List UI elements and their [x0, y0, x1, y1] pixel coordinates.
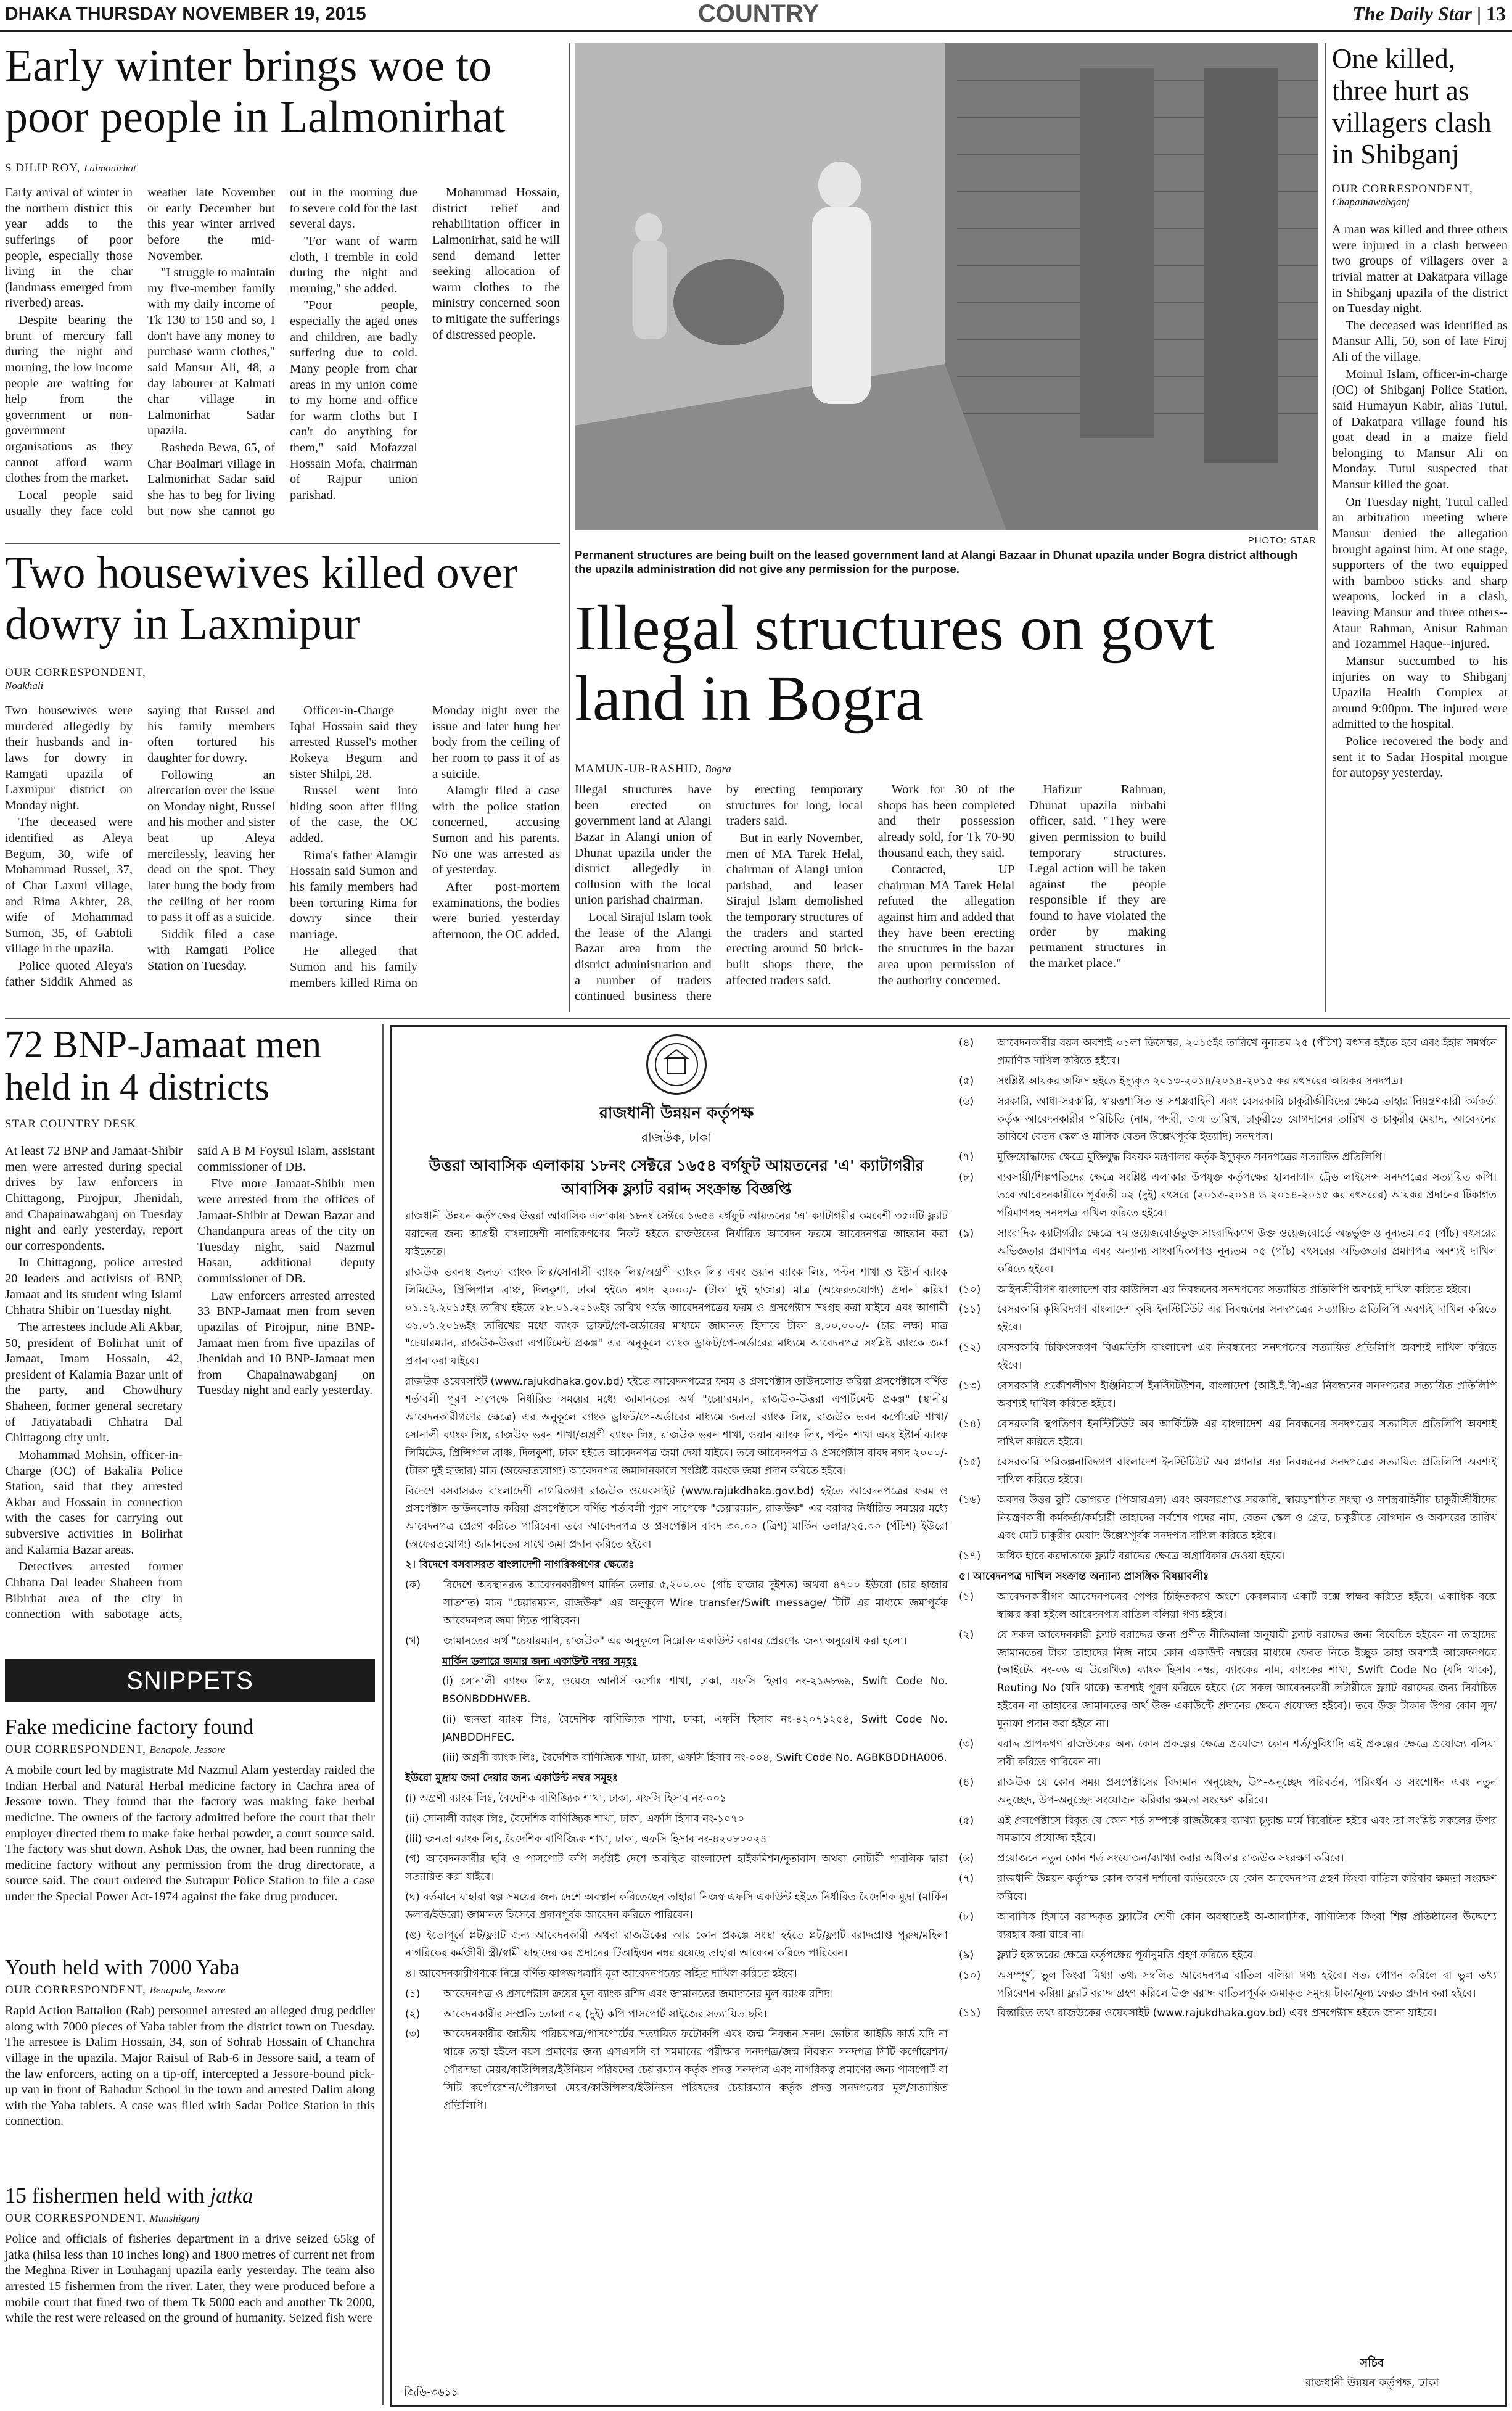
notice-item: [959, 1034, 1497, 1070]
snippet-1: [5, 1715, 375, 1905]
column-rule: [382, 1024, 384, 2405]
item-number: (৫): [959, 1814, 974, 1827]
notice-item: [959, 1908, 1497, 1944]
item-number: (২): [959, 1628, 974, 1641]
account-line: (ii) সোনালী ব্যাংক লিঃ, বৈদেশিক বাণিজ্যিক শাখা, ঢাকা, এফসি হিসাব নং-১০৭০: [405, 1812, 745, 1825]
account-line: (i) অগ্রণী ব্যাংক লিঃ, বৈদেশিক বাণিজ্যিক শাখা, ঢাকা, এফসি হিসাব নং-০০১: [405, 1792, 727, 1805]
shibganj-headline: One killed, three hurt as villagers clash in Shibganj: [1332, 43, 1492, 170]
item-text: জামানতের অর্থ "চেয়ারম্যান, রাজউক" এর অনুকূলে নিম্নোক্ত একাউন্ট বরাবর প্রেরণের জন্য অনুরোধ করা হলো।: [443, 1634, 908, 1647]
item-text: আবেদনপত্র ও প্রসপেক্টাস ক্রয়ের মূল ব্যাংক রশিদ এবং জামানতের জমাদানের মূল ব্যাংক রশিদ।: [443, 1987, 834, 2000]
bogra-byline: [575, 762, 735, 776]
article-paragraph: Law enforcers arrested arrested 33 BNP-Jamaat men from seven upazilas of Pirojpur, nine BNP-Jamaat men from five upazilas of Jhenidah and 10 BNP-Jamaat men from Chapainawabganj on Tuesday night and early yesterday.: [197, 1288, 375, 1398]
item-text: বিস্তারিত তথ্য রাজউকের ওয়েবসাইট (www.rajukdhaka.gov.bd) এবং প্রসপেক্টাস হইতে জানা যাইবে।: [997, 2007, 1437, 2020]
byline-name: OUR CORRESPONDENT,: [5, 2212, 146, 2225]
notice-item: [959, 1870, 1497, 1906]
item-number: (৭): [959, 1151, 974, 1164]
article-paragraph: The deceased were identified as Aleya Begum, 30, wife of Mohammad Russel, 37, of Char Laxmi village, and Rima Akhter, 28, wife of Mohammad Sumon, 35, of Gabtoli village in the upazila.: [5, 815, 133, 956]
byline-place: Lalmonirhat: [84, 162, 136, 174]
notice-item: [959, 1093, 1497, 1147]
article-paragraph: Mohammad Mohsin, officer-in-Charge (OC) of Bakalia Police Station, said that they arrested Akbar and Hossain in connection with the cases for carrying out subversive activities in Bolirhat and Kalamia Bazar areas.: [5, 1448, 183, 1557]
item-number: (১১): [959, 2007, 981, 2020]
snippet-byline: [5, 2212, 375, 2225]
item-number: (১৭): [959, 1550, 981, 1563]
byline-name: OUR CORRESPONDENT,: [1332, 183, 1473, 196]
article-paragraph: "I struggle to maintain my five-member family with my daily income of Tk 130 to 150 and so, I don't have any money to purchase warm clothes," said Mansur Ali, 48, a day labourer at Kalmati char village in Lalmonirhat Sadar upazila.: [147, 266, 275, 438]
snippet-headline: Youth held with 7000 Yaba: [5, 1955, 240, 1979]
article-paragraph: Five more Jamaat-Shibir men were arrested from the offices of Jamaat-Shibir at Dewan Bazar and Chandanpura areas of the city on Tuesday night, said Nazmul Hasan, additional deputy commissioner of DB.: [197, 1177, 375, 1285]
notice-item: [959, 1073, 1497, 1090]
rajuk-emblem-graphic: [648, 1036, 705, 1093]
notice-item: [959, 1548, 1497, 1565]
item-text: বিদেশে অবস্থানরত আবেদনকারীগণ মার্কিন ডলার ৫,২০০.০০ (পাঁচ হাজার দুইশত) অথবা ৪৭০০ ইউরো (চার হাজার সাতশত) মাত্র "চেয়ারম্যান, রাজউক" এর অনুকূলে Wire transfer/Swift message/ টিটি এর মাধ্যমে জমাপূর্বক আবেদনপত্র জমা দিতে পারিবেন।: [443, 1579, 948, 1627]
article-paragraph: After post-mortem examinations, the bodies were buried yesterday afternoon, the OC added.: [432, 880, 560, 941]
item-number: (১): [405, 1987, 421, 2000]
notice-left-column: [405, 1034, 948, 2397]
article-paragraph: Rasheda Bewa, 65, of Char Boalmari village in Lalmonirhat Sadar said she has to beg for living but now she cannot go out in the morning due to severe cold for the last several days.: [147, 186, 417, 518]
dowry-byline: [5, 666, 153, 692]
snippets-banner: SNIPPETS: [5, 1659, 375, 1702]
item-text: বেসরকারি কৃষিবিদগণ বাংলাদেশ কৃষি ইনস্টিটিউট এর নিবন্ধনের সনদপত্রের সত্যায়িত প্রতিলিপি অবশ্যই দাখিল করিতে হইবে।: [997, 1303, 1497, 1334]
notice-item: [959, 1301, 1497, 1337]
column-rule: [1325, 43, 1326, 1012]
rajuk-emblem-icon: [646, 1034, 707, 1095]
item-number: (১০): [959, 1283, 981, 1296]
bnp-headline: 72 BNP-Jamaat men held in 4 districts: [5, 1024, 322, 1109]
item-number: (১): [959, 1590, 974, 1603]
item-text: রাজউক যে কোন সময় প্রসপেক্টাসের বিদ্যমান অনুচ্ছেদ, উপ-অনুচ্ছেদ পরিবর্তন, পরিবর্ধন ও সংশোধন এবং নতুন অনুচ্ছেদ, উপ-অনুচ্ছেদ সংযোজন করিবার ক্ষমতা সংরক্ষণ করিবে।: [997, 1776, 1497, 1807]
item-number: (৯): [959, 1948, 974, 1961]
snippet-headline: [5, 2183, 375, 2208]
article-paragraph: Mansur succumbed to his injuries on way to Shibganj Upazila Health Complex at around 9:00pm. The injured were admitted to the hospital.: [1332, 654, 1508, 732]
article-paragraph: Police recovered the body and sent it to Sadar Hospital morgue for autopsy yesterday.: [1332, 735, 1508, 780]
item-text: বেসরকারি পরিকল্পনাবিদগণ বাংলাদেশ ইনস্টিটিউট অব প্ল্যানার এর নিবন্ধনের সনদপত্রের সত্যায়িত প্রতিলিপি অবশ্যই দাখিল করিতে হইবে।: [997, 1456, 1497, 1486]
item-number: (১৬): [959, 1494, 981, 1507]
news-photo: [575, 43, 1318, 530]
item-text: আবাসিক হিসাবে বরাদ্দকৃত ফ্ল্যাটের শ্রেণী কোন অবস্থাতেই অ-আবাসিক, বাণিজ্যিক কিংবা শিল্প প্রতিষ্ঠানের উদ্দেশ্যে ব্যবহার করা যাবে না।: [997, 1910, 1497, 1941]
signature-org: রাজধানী উন্নয়ন কর্তৃপক্ষ, ঢাকা: [1305, 2376, 1439, 2389]
item-number: (৩): [405, 2028, 421, 2041]
notice-intro: রাজধানী উন্নয়ন কর্তৃপক্ষের উত্তরা আবাসিক এলাকায় ১৮নং সেক্টরে ১৬৫৪ বর্গফুট আয়তনের 'এ' ক্যাটাগরীর কমবেশী ৩৫০টি ফ্ল্যাট বরাদ্দের জন্য আগ্রহী বাংলাদেশী নাগরিকগণের নিকট হইতে রাজউকের নির্ধারিত আবেদন ফরমে আবেদনপত্র আহ্বান করা যাইতেছে।: [405, 1210, 948, 1258]
article-paragraph: The deceased was identified as Mansur Alli, 50, son of late Firoj Ali of the village.: [1332, 318, 1508, 364]
item-number: (১২): [959, 1342, 981, 1354]
notice-item: [405, 1633, 948, 1651]
notice-right-column: [959, 1034, 1497, 2330]
account-line: (i) সোনালী ব্যাংক লিঃ, ওয়েজ আর্নার্স কর্পোঃ শাখা, ঢাকা, এফসি হিসাব নং-২১৬৮৬৯, Swift Code No. BSONBDDHWEB.: [442, 1675, 948, 1706]
item-number: (৪): [959, 1776, 974, 1789]
item-text: অবসর উত্তর ছুটি ভোগরত (পিআরএল) এবং অবসরপ্রাপ্ত সরকারি, স্বায়ত্তশাসিত সংস্থা ও সশস্ত্রবাহিনীর চাকুরীজীবীদের নিয়ন্ত্রণকারী কর্মকর্তা/কর্মচারী তাহাদের সর্বশেষ পদের নাম, বেতন স্কেল ও গ্রেড, চাকুরীতে যোগদান ও অবসরের তারিখ এবং মোট চাকুরীর মেয়াদ উল্লেখপূর্বক সনদপত্র দাখিল করিতে হইবে।: [997, 1494, 1497, 1543]
item-text: আবেদনকারীর বয়স অবশ্যই ০১লা ডিসেম্বর, ২০১৫ইং তারিখে নূন্যতম ২৫ (পঁচিশ) বৎসর হইতে হবে এবং ইহার সমর্থনে প্রমাণিক দাখিল করিতে হইবে।: [997, 1037, 1497, 1067]
byline-place: Bogra: [705, 763, 731, 775]
item-number: (১০): [959, 1969, 981, 1982]
notice-item: [959, 1339, 1497, 1375]
notice-item: [959, 1812, 1497, 1848]
column-rule: [569, 43, 570, 1012]
snippet-2: [5, 1955, 375, 2130]
notice-para: (গ) আবেদনকারীর ছবি ও পাসপোর্ট কপি সংশ্লিষ্ট দেশে অবস্থিত বাংলাদেশ হাইকমিশন/দূতাবাস অথবা নোটারী পাবলিক দ্বারা সত্যায়িত করা যাইবে।: [405, 1853, 948, 1884]
article-paragraph: Local Sirajul Islam took the lease of the Alangi Bazar area from the district administration and a number of traders continued business there by erecting temporary structures for long, local traders said.: [575, 783, 863, 1004]
notice-item: [959, 1774, 1497, 1810]
divider: [5, 543, 560, 544]
item-text: বেসরকারি স্থপতিগণ ইনস্টিটিউট অব আর্কিটেক্ট এর বাংলাদেশ এর নিবন্ধনের সনদপত্রের সত্যায়িত প্রতিলিপি অবশ্যই দাখিল করিতে হইবে।: [997, 1417, 1497, 1448]
notice-item: [959, 1454, 1497, 1490]
notice-item: [405, 1576, 948, 1630]
snippet-body: Police and officials of fisheries department in a drive seized 65kg of jatka (hilsa less than 10 inches long) and 1800 metres of current net from the Meghna River in Louhaganj upazila early yesterday. The team also arrested 15 fishermen from the river. Later, they were produced before a mobile court that fined two of them Tk 5000 each and another Tk 2000, while the rest were released on the ground of humanity. Seized fish were: [5, 2232, 375, 2325]
item-number: (খ): [405, 1634, 421, 1647]
notice-ref-code: জিডি-৩৬১১: [404, 2386, 458, 2399]
article-paragraph: Despite bearing the brunt of mercury fall during the night and morning, the low income people are waiting for help from the government or non-government organisations as they cannot afford warm clothes from the market.: [5, 313, 133, 485]
bogra-body: [575, 782, 1318, 1010]
notice-item: [959, 1281, 1497, 1299]
item-text: সরকারি, আধা-সরকারি, স্বায়ত্তশাসিত ও সশস্ত্রবাহিনী এবং বেসরকারি চাকুরীজীবিদের ক্ষেত্রে তাহার নিয়ন্ত্রণকারী কর্মকর্তা কর্তৃক আবেদনকারীর পরিচিতি (নাম, পদবী, জন্ম তারিখ, চাকুরীতে যোগদানের তারিখ ও চাকুরীর মেয়াদ, আবেদনের তারিখে বেতন স্কেল ও মাসিক বেতন উল্লেখপূর্বক ইত্যাদি) সনদপত্র।: [997, 1095, 1497, 1144]
item-number: (২): [405, 2008, 421, 2021]
item-number: (৪): [959, 1037, 974, 1049]
notice-item: [959, 1588, 1497, 1624]
snippet-byline: [5, 1984, 375, 1997]
item-text: অসম্পূর্ণ, ভুল কিংবা মিথ্যা তথ্য সম্বলিত আবেদনপত্র বাতিল বলিয়া গণ্য হইবে। সত্য গোপন করিলে বা ভুল তথ্য পরিবেশন করিয়া ফ্ল্যাট বরাদ্দ গ্রহণ করিলে উক্ত বরাদ্দ বাতিলপূর্বক জমাকৃত সমুদয় টাকা/মূল্য ফেরত প্রদান করা হইবে।: [997, 1969, 1497, 2000]
article-paragraph: But in early November, men of MA Tarek Helal, chairman of Alangi union parishad, and leaser Sirajul Islam demolished the temporary structures of the traders and started erecting around 50 brick-built shops there, the affected traders said.: [726, 831, 863, 987]
item-text: আবেদনকারীগণ আবেদনপত্রের পেপর চিহ্নিতকরণ অংশে কেবলমাত্র একটি বক্সে স্বাক্ষর করিতে হইবে। একাধিক বক্সে স্বাক্ষর করা হইলে আবেদনপত্র বাতিল বলিয়া গণ্য হইবে।: [997, 1590, 1497, 1621]
notice-para: রাজউক ভবনস্থ জনতা ব্যাংক লিঃ/সোনালী ব্যাংক লিঃ/অগ্রণী ব্যাংক লিঃ এবং ওয়ান ব্যাংক লিঃ, পল্টন শাখা ও ইষ্টার্ন ব্যাংক লিমিটেড, প্রিন্সিপাল ব্রাঞ্চ, দিলকুশা, ঢাকা হইতে নগদ ২০০০/- (টাকা দুই হাজার) মাত্র (অফেরতযোগ্য) প্রদান করিয়া ০১.১২.২০১৫ইং তারিখ হইতে ২৮.০১.২০১৬ইং তারিখ পর্যন্ত আবেদনপত্রের ফরম ও প্রসপেক্টাস সংগ্রহ করা যাইবে এবং আগামী ৩১.০১.২০১৬ইং তারিখের মধ্যে ব্যাংক ড্রাফট/পে-অর্ডারের মাধ্যমে জামানত হিসাবে টাকা ৪,০০,০০০/- (চার লক্ষ) মাত্র "চেয়ারম্যান, রাজউক-উত্তরা এপার্টমেন্ট প্রকল্প" এর অনুকূলে ব্যাংক ড্রাফট/পে-অর্ডারের মাধ্যমে আবেদনপত্র সংশ্লিষ্ট ব্যাংকে জমা প্রদান করা যাইবে।: [405, 1266, 948, 1368]
item-number: (৮): [959, 1171, 974, 1184]
signature-title: সচিব: [1360, 2356, 1384, 2370]
page-folio: [0, 0, 1512, 32]
org-name: রাজধানী উন্নয়ন কর্তৃপক্ষ: [599, 1104, 754, 1123]
notice-item: [959, 2005, 1497, 2022]
item-text: বেসরকারি চিকিৎসকগণ বিএমডিসি বাংলাদেশ এর নিবন্ধনের সনদপত্রের সত্যায়িত প্রতিলিপি অবশ্যই দাখিল করিতে হইবে।: [997, 1342, 1497, 1372]
notice-item: [959, 1736, 1497, 1771]
item-text: অধিক হারে করদাতাকে ফ্ল্যাট বরাদ্দের ক্ষেত্রে অগ্রাধিকার দেওয়া হইবে।: [997, 1550, 1286, 1563]
item-number: (১৩): [959, 1380, 981, 1393]
snippet-byline: [5, 1743, 375, 1757]
section-heading: ২। বিদেশে বসবাসরত বাংলাদেশী নাগরিকগণের ক্ষেত্রেঃ: [405, 1559, 635, 1572]
notice-item: [959, 1626, 1497, 1733]
notice-item: [405, 2006, 948, 2024]
shibganj-body: [1332, 222, 1508, 1012]
item-text: সংশ্লিষ্ট আয়কর অফিস হইতে ইস্যুকৃত ২০১৩-২০১৪/২০১৪-২০১৫ কর বৎসরের আয়কর সনদপত্র।: [997, 1074, 1403, 1087]
account-line: (iii) অগ্রণী ব্যাংক লিঃ, বৈদেশিক বাণিজ্যিক শাখা, ঢাকা, এফসি হিসাব নং-০০৪, Swift Code No. AGBKBDDHA006.: [442, 1752, 947, 1765]
item-number: (৫): [959, 1074, 974, 1087]
article-paragraph: Illegal structures have been erected on government land at Alangi Bazar in Alangi union of Dhunat upazila under the district allegedly in collusion with the local union parishad chairman.: [575, 783, 712, 907]
notice-para: (ঘ) বর্তমানে যাহারা স্বল্প সময়ের জন্য দেশে অবস্থান করিতেছেন তাহারা নিজস্ব এফসি একাউন্ট হইতে নির্ধারিত বৈদেশিক মুদ্রা (মার্কিন ডলার/ইউরো) জামানত হিসেবে প্রদানপূর্বক আবেদন করিতে পারিবেন।: [405, 1891, 948, 1922]
bogra-headline: Illegal structures on govt land in Bogra: [575, 593, 1214, 735]
section-name: COUNTRY: [697, 0, 820, 27]
dowry-body: [5, 703, 560, 1005]
bnp-byline: STAR COUNTRY DESK: [5, 1118, 137, 1131]
article-paragraph: Moinul Islam, officer-in-charge (OC) of Shibganj Police Station, said Humayun Kabir, alias Tutul, of Dakatpara village found his goat dead in a maize field belonging to Mansur Ali on Monday. Tutul suspected that Mansur killed the goat.: [1332, 367, 1508, 492]
article-paragraph: Local people said usually they face cold weather late November or early December but this year winter arrived before the mid-November.: [5, 186, 275, 518]
notice-para: বিদেশে বসবাসরত বাংলাদেশী নাগরিকগণ রাজউক ওয়েবসাইট (www.rajukdhaka.gov.bd) হইতে আবেদনপত্রের ফরম ও প্রসপেক্টাস ডাউনলোড করিয়া প্রসপেক্টাসে বর্ণিত শর্তাবলী পূরণ সাপেক্ষে "চেয়ারম্যান, রাজউক" এর বরাবর নির্ধারিত সময়ের মধ্যে আবেদনপত্র প্রেরণ করিতে পারিবেন। তবে আবেদনপত্র ও প্রসপেক্টাস বাবদ ৩০.০০ (ত্রিশ) মার্কিন ডলার/২৫.০০ (পঁচিশ) ইউরো (অফেরতযোগ্য) জামানতের সাথে জমা প্রদান করিতে হইবে।: [405, 1485, 948, 1551]
byline-name: MAMUN-UR-RASHID,: [575, 762, 702, 775]
article-paragraph: Contacted, UP chairman MA Tarek Helal refuted the allegation against him and added that they have been erecting the structures in the bazar area upon permission of the authority concerned.: [877, 863, 1015, 987]
notice-item: [959, 1416, 1497, 1451]
section-heading: ৫। আবেদনপত্র দাখিল সংক্রান্ত অন্যান্য প্রাসঙ্গিক বিষয়াবলীঃ: [959, 1570, 1209, 1583]
article-paragraph: Russel went into hiding soon after filing of the case, the OC added.: [290, 784, 417, 845]
item-text: আবেদনকারীর জাতীয় পরিচয়পত্র/পাসপোর্টের সত্যায়িত ফটোকপি এবং জন্ম নিবন্ধন সনদ। ভোটার আইডি কার্ড যদি না থাকে তাহা হইলে বয়স প্রমাণের জন্য এসএসসি বা সমমানের পরীক্ষার সনদপত্র/জন্ম নিবন্ধন সনদপত্র সিটি কর্পোরেশন/পৌরসভা মেয়র/কাউন্সিলর/ইউনিয়ন পরিষদের চেয়ারম্যান কর্তৃক প্রদত্ত সনদপত্র এবং নাগরিকত্ব প্রমাণের জন্য পাসপোর্ট বা সিটি কর্পোরেশন/পৌরসভা মেয়র/কাউন্সিলর/ইউনিয়ন পরিষদের চেয়ারম্যান কর্তৃক প্রদত্ত সনদপত্রের মূল/সত্যায়িত প্রতিলিপি।: [443, 2028, 948, 2112]
item-text: আবেদনকারীর সম্প্রতি তোলা ০২ (দুই) কপি পাসপোর্ট সাইজের সত্যায়িত ছবি।: [443, 2008, 767, 2021]
section-heading: মার্কিন ডলারে জমার জন্য একাউন্ট নম্বর সমূহঃ: [442, 1655, 638, 1668]
article-paragraph: "Poor people, especially the aged ones and children, are badly suffering due to cold. Many people from char areas in my union come to my home and office for warm cloths but I can't do anything for them," said Mofazzal Hossain Mofa, chairman of Rajpur union parishad.: [290, 299, 417, 502]
byline-name: S DILIP ROY,: [5, 162, 81, 175]
item-number: (৬): [959, 1095, 974, 1108]
byline-name: OUR CORRESPONDENT,: [5, 1984, 146, 1997]
byline-place: Munshiganj: [149, 2212, 200, 2224]
notice-para: রাজউক ওয়েবসাইট (www.rajukdhaka.gov.bd) হইতে আবেদনপত্রের ফরম ও প্রসপেক্টাস ডাউনলোড করিয়া প্রসপেক্টাসে বর্ণিত শর্তাবলী পূরণ সাপেক্ষে নির্ধারিত সময়ের মধ্যে জামানতের অর্থ "চেয়ারম্যান, রাজউক-উত্তরা এপার্টমেন্ট প্রকল্প" (স্থানীয় আবেদনকারীগণের ক্ষেত্রে) এর অনুকূলে ব্যাংক ড্রাফট/পে-অর্ডারের মাধ্যমে জনতা ব্যাংক লিঃ, রাজউক ভবন কর্পোরেট শাখা/সোনালী ব্যাংক লিঃ, রাজউক ভবন শাখা/অগ্রণী ব্যাংক লিঃ, রাজউক ভবন শাখা, ওয়ান ব্যাংক লিঃ, পল্টন শাখা এবং ইষ্টার্ন ব্যাংক লিমিটেড, প্রিন্সিপাল ব্রাঞ্চ, দিলকুশা, ঢাকা হইতে আবেদনপত্র জমা দেয়া যাইবে। তবে আবেদনপত্র ও প্রসপেক্টাস বাবদ নগদ ২০০০/- (টাকা দুই হাজার) মাত্র (অফেরতযোগ্য) আবেদনপত্র জমাদানকালে সংশ্লিষ্ট ব্যাংকে জমা প্রদান করিতে হইবে।: [405, 1375, 948, 1477]
article-paragraph: Hafizur Rahman, Dhunat upazila nirbahi officer, said, "They were given permission to build temporary structures. Legal action will be taken against the people responsible if they are found to have violated the order by making permanent structures in the market place.": [1029, 783, 1167, 970]
article-paragraph: In Chittagong, police arrested 20 leaders and activists of BNP, Jamaat and its student wing Islami Chhatra Shibir on Tuesday night.: [5, 1256, 183, 1317]
article-paragraph: Work for 30 of the shops has been completed and their possession already sold, for Tk 70-90 thousand each, they said.: [877, 783, 1015, 860]
snippet-3: [5, 2183, 375, 2327]
notice-item: [959, 1850, 1497, 1868]
snippet-headline-text: 15 fishermen held with: [5, 2183, 205, 2207]
byline-place: Noakhali: [5, 680, 44, 691]
item-number: (১১): [959, 1303, 981, 1316]
item-number: (ক): [405, 1579, 421, 1591]
dateline: DHAKA THURSDAY NOVEMBER 19, 2015: [5, 4, 366, 24]
item-number: (৭): [959, 1873, 974, 1886]
article-paragraph: The arrestees include Ali Akbar, 50, president of Bolirhat unit of Jamaat, Imam Hossain, 42, president of Kalamia Bazar unit of the party, and Chowdhury Shaheen, former general secretary of Jatiyatabadi Chhatra Dal Chittagong city unit.: [5, 1320, 183, 1445]
snippet-body: Rapid Action Battalion (Rab) personnel arrested an alleged drug peddler along with 7000 pieces of Yaba tablet from the district town on Tuesday. The arrestee is Dalim Hossain, 34, son of Sohrab Hossain of Chanchra village in the upazila. Major Raisul of Rab-6 in Jessore said, a team of the law enforcers, acting on a tip-off, intercepted a Jessore-bound pick-up van in front of Bahadur School in the town and arrested Dalim along with the Yaba tablets. A case was filed with Sadar Police Station in this connection.: [5, 2004, 375, 2129]
shibganj-byline: [1332, 183, 1508, 208]
item-text: রাজধানী উন্নয়ন কর্তৃপক্ষ কোন কারণ দর্শানো ব্যতিরেকে যে কোন আবেদনপত্র গ্রহণ কিংবা বাতিল করিবার ক্ষমতা সংরক্ষণ করিবে।: [997, 1873, 1497, 1903]
item-number: (১৪): [959, 1417, 981, 1430]
item-text: মুক্তিযোদ্ধাদের ক্ষেত্রে মুক্তিযুদ্ধ বিষয়ক মন্ত্রণালয় কর্তৃক ইস্যুকৃত সনদপত্রের সত্যায়িত প্রতিলিপি।: [997, 1151, 1386, 1164]
item-text: এই প্রসপেক্টাসে বিবৃত যে কোন শর্ত সম্পর্কে রাজউকের ব্যাখ্যা চূড়ান্ত মর্মে বিবেচিত হইবে এবং তা সংশ্লিষ্ট সকলের উপর সমভাবে প্রযোজ্য হইবে।: [997, 1814, 1497, 1845]
item-number: (৬): [959, 1852, 974, 1865]
account-line: (ii) জনতা ব্যাংক লিঃ, বৈদেশিক বাণিজ্যিক শাখা, ঢাকা, এফসি হিসাব নং-৪২০৭১২৫৪, Swift Code No. JANBDDHFEC.: [442, 1713, 948, 1744]
notice-item: [959, 1947, 1497, 1964]
account-line: (iii) জনতা ব্যাংক লিঃ, বৈদেশিক বাণিজ্যিক শাখা, ঢাকা, এফসি হিসাব নং-৪২০৮০০২৪: [405, 1832, 767, 1845]
item-number: (৮): [959, 1910, 974, 1923]
photo-credit: PHOTO: STAR: [1247, 535, 1317, 546]
bnp-body: [5, 1144, 375, 1649]
item-number: (৯): [959, 1227, 974, 1240]
article-paragraph: Following an altercation over the issue on Monday night, Russel and his mother and sister beat up Aleya mercilessly, leaving her dead on the spot. They later hung the body from the ceiling of her room to pass it off as a suicide.: [147, 768, 275, 925]
notice-item: [959, 1169, 1497, 1222]
item-text: বরাদ্দ প্রাপকগণ রাজউকের অন্য কোন প্রকল্পের ক্ষেত্রে প্রযোজ্য কোন শর্ত/সুবিধাদি এই প্রকল্পের ক্ষেত্রে প্রযোজ্য বলিয়া দাবী করিতে পারিবেন না।: [997, 1737, 1497, 1768]
photo-caption: Permanent structures are being built on the leased government land at Alangi Bazaar in Dhunat upazila under Bogra district although the upazila administration did not give any permission for the purpose.: [575, 548, 1298, 576]
item-text: ফ্ল্যাট হস্তান্তরের ক্ষেত্রে কর্তৃপক্ষের পূর্বানুমতি গ্রহণ করিতে হইবে।: [997, 1948, 1257, 1961]
item-text: সাংবাদিক ক্যাটাগরীর ক্ষেত্রে ৭ম ওয়েজবোর্ডভুক্ত সাংবাদিকগণ উক্ত ওয়েজবোর্ডে অন্তর্ভুক্ত ও নূন্যতম ০৫ (পাঁচ) বৎসরের অভিজ্ঞতার প্রমাণপত্র এবং অন্যান্য সাংবাদিকগণও নূন্যতম ০৫ (পাঁচ) বৎসরের অভিজ্ঞতার প্রমাণপত্র অবশ্যই দাখিল করিতে হইবে।: [997, 1227, 1497, 1276]
notice-item: [959, 1967, 1497, 2003]
byline-place: Benapole, Jessore: [149, 1984, 226, 1996]
article-paragraph: A man was killed and three others were injured in a clash between two groups of villagers over a trivial matter at Dakatpara village in Shibganj upazila of the district on Tuesday night.: [1332, 223, 1508, 316]
item-text: প্রয়োজনে নতুন কোন শর্ত সংযোজন/ব্যাখ্যা করার অধিকার রাজউক সংরক্ষণ করিবে।: [997, 1852, 1344, 1865]
article-paragraph: "For want of warm cloth, I tremble in cold during the night and morning," she added.: [290, 234, 417, 295]
article-paragraph: Alamgir filed a case with the police station concerned, accusing Sumon and his parents. No one was arrested as of yesterday.: [432, 784, 560, 877]
item-text: আইনজীবীগণ বাংলাদেশ বার কাউন্সিল এর নিবন্ধনের সনদপত্রের সত্যায়িত প্রতিলিপি অবশ্যই দাখিল করিতে হইবে।: [997, 1283, 1471, 1296]
article-paragraph: Two housewives were murdered allegedly by their husbands and in-laws for dowry in Ramgati upazila of Laxmipur district on Monday night.: [5, 704, 133, 812]
byline-name: OUR CORRESPONDENT,: [5, 1743, 146, 1756]
article-paragraph: Police quoted Aleya's father Siddik Ahmed as saying that Russel and his family members often tortured his daughter for dowry.: [5, 704, 275, 989]
notice-para: (ঙ) ইতোপূর্বে প্লট/ফ্ল্যাট জন্য আবেদনকারী অথবা রাজউকের আর কোন প্রকল্পে সংস্থা হইতে প্লট/ফ্ল্যাট বরাদ্দপ্রাপ্ত পুরুষ/মহিলা নাগরিকের কর্মজীবী স্ত্রী/স্বামী যাহাদের কর প্রদানের টিআইএন নম্বর রয়েছে তাহারা আবেদন করিতে পারিবেন।: [405, 1929, 948, 1960]
article-paragraph: Detectives arrested former Chhatra Dal leader Shaheen from Bibirhat area of the city in connection with sabotage acts, said A B M Foysul Islam, assistant commissioner of DB.: [5, 1144, 375, 1622]
divider: [5, 1018, 1510, 1019]
photo-illustration: [575, 43, 1318, 530]
notice-title: উত্তরা আবাসিক এলাকায় ১৮নং সেক্টরে ১৬৫৪ বর্গফুট আয়তনের 'এ' ক্যাটাগরীর আবাসিক ফ্ল্যাট বরাদ্দ সংক্রান্ত বিজ্ঞপ্তি: [429, 1156, 924, 1198]
notice-item: [959, 1377, 1497, 1413]
item-text: যে সকল আবেদনকারী ফ্ল্যাট বরাদ্দের জন্য প্রণীত নীতিমালা অনুযায়ী ফ্ল্যাট বরাদ্দের জন্য বিবেচিত হইবেন না তাহাদের জামানতের টাকা তাহাদের নিজ নামে কোন একাউন্ট নম্বরের মাধ্যমে ফেরত নিতে ইচ্ছুক তাহা অবশ্যই আবেদনপত্রে (আইটেম নং-০৬ এ উল্লেখিত) ব্যাংক হিসাব নম্বর, ব্যাংকের নাম, ব্যাংকের শাখা, Swift Code No (যদি থাকে), Routing No (যদি থাকে) অবশ্যই পূরণ করিতে হইবে (যে সকল আবেদনকারী লটারীতে ফ্ল্যাট বরাদ্দের জন্য নির্বাচিত হইবেন না তাহাদের জামানতের অর্থ উক্ত একাউন্টে প্রদানের ক্ষেত্রে প্রযোজ্য হইবে)। তবে উক্ত টাকার উপর কোন সুদ/মুনাফা প্রদান করা হইবে না।: [997, 1628, 1497, 1731]
item-number: (১৫): [959, 1456, 981, 1469]
rajuk-notice: [390, 1025, 1507, 2407]
notice-item: [959, 1491, 1497, 1545]
masthead: The Daily Star | 13: [1352, 2, 1506, 25]
notice-item: [405, 1985, 948, 2003]
byline-name: OUR CORRESPONDENT,: [5, 666, 146, 679]
snippet-headline-italic: jatka: [210, 2183, 253, 2207]
notice-item: [959, 1148, 1497, 1166]
notice-item: [405, 2026, 948, 2114]
page-number: 13: [1486, 2, 1506, 25]
byline-place: Benapole, Jessore: [149, 1744, 226, 1755]
winter-body: [5, 185, 560, 530]
article-paragraph: Rima's father Alamgir Hossain said Sumon and his family members had been torturing Rima for dowry since their marriage.: [290, 848, 417, 941]
section-heading: ইউরো মুদ্রায় জমা দেয়ার জন্য একাউন্ট নম্বর সমূহঃ: [405, 1771, 618, 1784]
article-paragraph: He alleged that Sumon and his family members killed Rima on Monday night over the issue and later hung her body from the ceiling of her room to pass it of as a suicide.: [290, 704, 560, 990]
item-text: বেসরকারি প্রকৌশলীগণ ইঞ্জিনিয়ার্স ইনস্টিটিউশন, বাংলাদেশ (আই.ই.বি)-এর নিবন্ধনের সনদপত্রের সত্যায়িত প্রতিলিপি অবশ্যই দাখিল করিতে হইবে।: [997, 1380, 1497, 1410]
winter-byline: [5, 162, 178, 175]
masthead-logo: The Daily Star: [1352, 2, 1472, 25]
notice-item: [959, 1225, 1497, 1279]
section-heading: ৪। আবেদনকারীগণকে নিম্নে বর্ণিত কাগজপত্রাদি মূল আবেদনপত্রের সহিত দাখিল করিতে হইবে।: [405, 1967, 797, 1980]
byline-place: Chapainawabganj: [1332, 196, 1410, 208]
snippet-body: A mobile court led by magistrate Md Nazmul Alam yesterday raided the Indian Herbal and Natural Herbal medicine factory in Cachra area of Jessore town. They found that the factory was making fake herbal medicine. The owners of the factory admitted before the court that their employer directed them to make fake herbal powder, a court source said. The factory was shut down. Ashok Das, the owner, had been running the medicine factory without any permission from the drug directorate, a source said. The court ordered the Sutrapur Police Station to file a case under the Special Power Act-1974 against the fake drug producer.: [5, 1763, 375, 1903]
article-paragraph: At least 72 BNP and Jamaat-Shibir men were arrested during special drives by law enforcers in Chittagong, Pirojpur, Jhenidah, and Chapainawabganj on Tuesday night and early yesterday, report our correspondents.: [5, 1144, 183, 1253]
dowry-headline: Two housewives killed over dowry in Laxmipur: [5, 548, 518, 649]
article-paragraph: Mohammad Hossain, district relief and rehabilitation officer in Lalmonirhat, said he will send demand letter seeking allocation of warm clothes to the ministry concerned soon to mitigate the sufferings of distressed people.: [432, 186, 560, 342]
article-paragraph: On Tuesday night, Tutul called an arbitration meeting where Mansur denied the allegation brought against him. At one stage, supporters of the two equipped with bamboo sticks and sharp weapons, locked in a clash, leaving Mansur and three others--Ataur Rahman, Anisur Rahman and Tozammel Haque--injured.: [1332, 495, 1508, 651]
item-text: ব্যবসায়ী/শিল্পপতিদের ক্ষেত্রে সংশ্লিষ্ট এলাকার উপযুক্ত কর্তৃপক্ষের হালনাগাদ ট্রেড লাইসেন্স সনদপত্রের সত্যায়িত কপি। তবে আবেদনকারীকে পূর্ববর্তী ০২ (দুই) বৎসরে (২০১৩-২০১৪ ও ২০১৪-২০১৫ কর বৎসরের) আয়কর প্রদানের টিকাগত পরিমাণসহ সনদপত্র দাখিল করিতে হইবে।: [997, 1171, 1497, 1220]
org-short: রাজউক, ঢাকা: [641, 1130, 712, 1145]
article-paragraph: Officer-in-Charge Iqbal Hossain said they arrested Russel's mother Rokeya Begum and sister Shilpi, 28.: [290, 704, 417, 781]
article-paragraph: Siddik filed a case with Ramgati Police Station on Tuesday.: [147, 927, 275, 973]
winter-headline: Early winter brings woe to poor people in Lalmonirhat: [5, 41, 506, 142]
item-number: (৩): [959, 1737, 974, 1750]
snippet-headline: Fake medicine factory found: [5, 1715, 254, 1739]
article-paragraph: Early arrival of winter in the northern district this year adds to the sufferings of poor people, especially those living in the char (landmass emerged from riverbed) areas.: [5, 186, 133, 310]
